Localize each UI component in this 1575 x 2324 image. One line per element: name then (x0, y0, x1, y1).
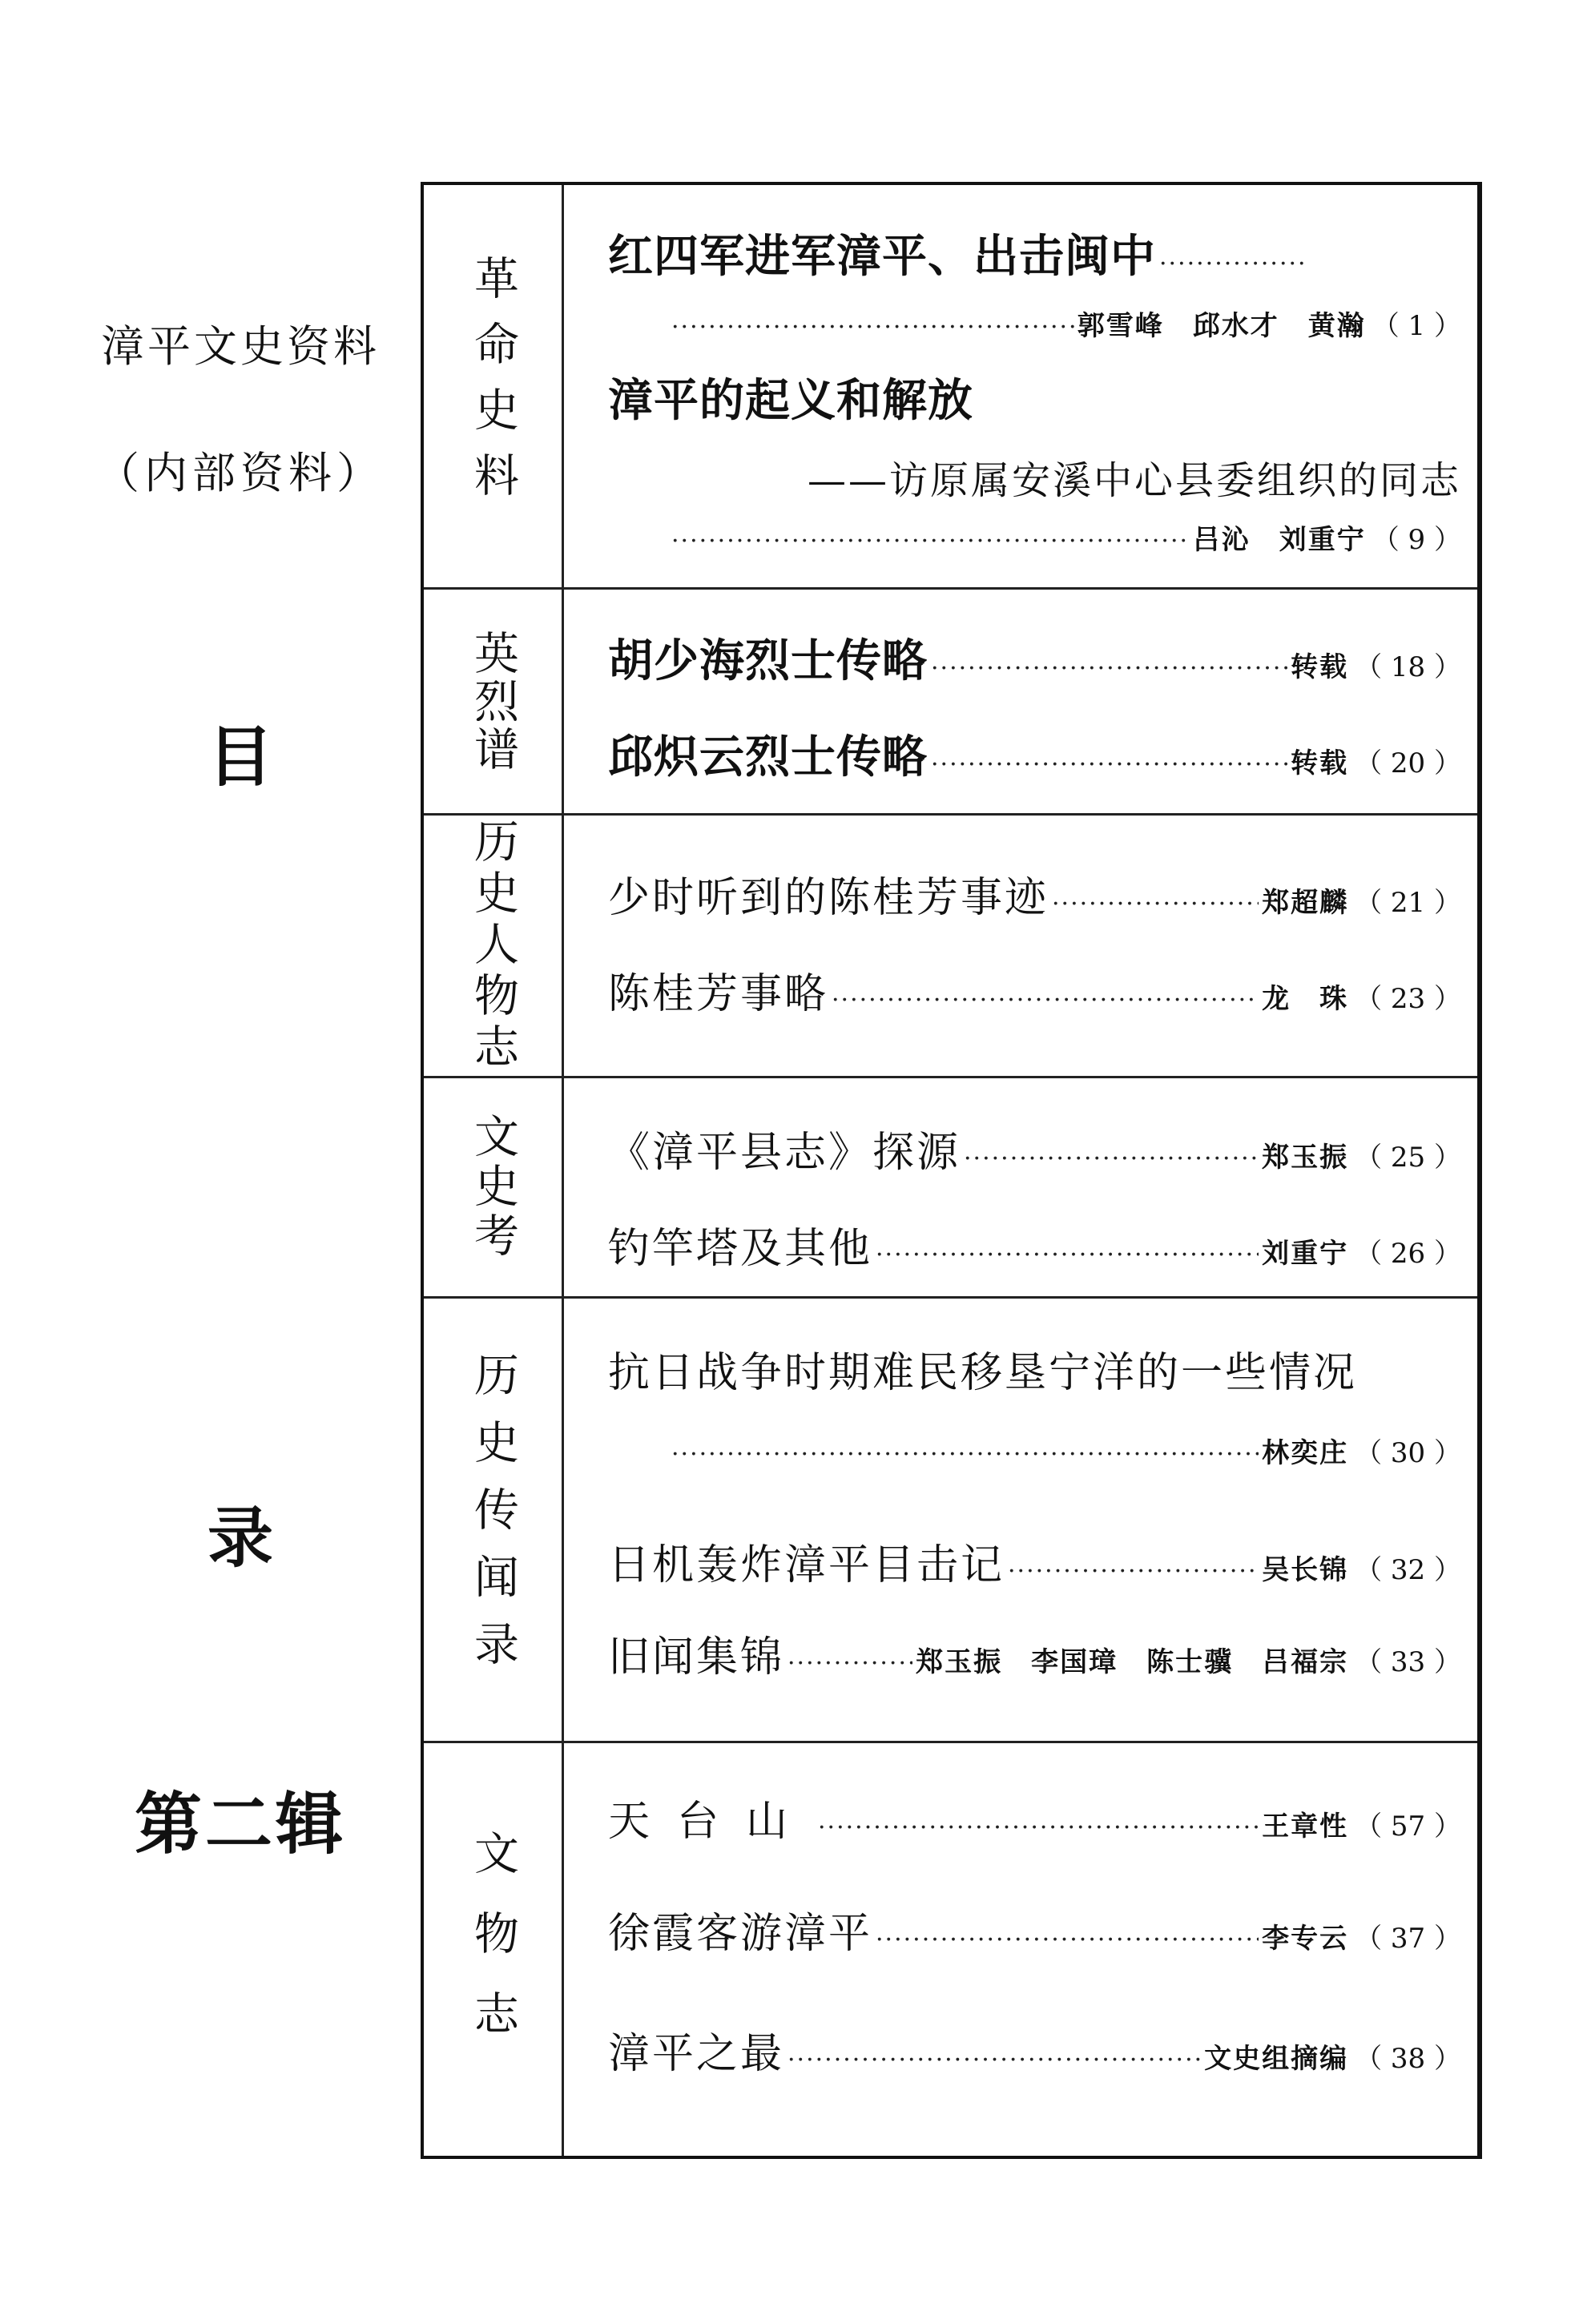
entry-page: （ 37 ） (1355, 1923, 1461, 1955)
leader-dots (876, 1926, 1259, 1954)
entry-author: 李专云 (1262, 1923, 1349, 1955)
entry-author: 文史组摘编 (1204, 2043, 1349, 2075)
entry-page: （ 30 ） (1355, 1437, 1461, 1469)
entry-title: 钓竿塔及其他 (608, 1225, 873, 1273)
toc-entry-byline (668, 1431, 1461, 1470)
entry-title: 胡少海烈士传略 (608, 635, 928, 687)
category-cell (424, 816, 564, 1076)
entry-title: 邱炽云烈士传略 (608, 731, 928, 783)
entry-page: （ 21 ） (1355, 887, 1461, 919)
category-label: 历史人物志 (467, 817, 519, 1074)
entry-page: （ 9 ） (1372, 524, 1461, 556)
entry-page: （ 38 ） (1355, 2043, 1461, 2075)
toc-entry[interactable] (608, 1787, 1461, 1847)
toc-entry[interactable] (608, 1339, 1461, 1399)
leader-dots (788, 2046, 1201, 2074)
entry-author: 转载 (1291, 651, 1349, 683)
entry-title: 徐霞客游漳平 (608, 1910, 873, 1958)
entry-page: （ 20 ） (1355, 747, 1461, 779)
leader-dots (876, 1241, 1259, 1269)
entry-author: 吕沁 刘重宁 (1192, 524, 1366, 556)
entry-author: 龙 珠 (1262, 983, 1349, 1015)
entry-page: （ 32 ） (1355, 1554, 1461, 1586)
entry-page: （ 23 ） (1355, 983, 1461, 1015)
entries-cell (564, 1743, 1477, 2156)
toc-entry[interactable] (608, 2020, 1461, 2080)
leader-dots (1008, 1557, 1259, 1585)
entry-author: 郑超麟 (1262, 887, 1349, 919)
issue-label: 第二辑 (134, 1785, 346, 1863)
toc-entry[interactable] (608, 1899, 1461, 1959)
toc-section-textual-research (424, 1078, 1477, 1299)
leader-dots (1052, 890, 1259, 918)
toc-entry[interactable] (608, 864, 1461, 924)
category-label: 历史传闻录 (467, 1351, 519, 1688)
toc-entry[interactable] (608, 221, 1461, 285)
leader-dots (1159, 250, 1303, 278)
entry-author: 吴长锦 (1262, 1554, 1349, 1586)
entry-author: 王章性 (1262, 1810, 1349, 1843)
leader-dots (832, 986, 1259, 1014)
entries-cell (564, 1078, 1477, 1296)
contents-title-char-1: 目 (207, 719, 273, 795)
toc-section-historical-figures (424, 816, 1477, 1078)
entries-cell (564, 1299, 1477, 1741)
entry-author: 郭雪峰 邱水才 黄瀚 (1077, 310, 1366, 342)
entry-title: 红四军进军漳平、出击闽中 (608, 231, 1156, 283)
category-label: 文物志 (467, 1829, 519, 2070)
toc-entry-byline (668, 304, 1461, 343)
entry-title: 少时听到的陈桂芳事迹 (608, 874, 1049, 922)
leader-dots (818, 1814, 1259, 1842)
entry-title: 《漳平县志》探源 (608, 1129, 961, 1177)
leader-dots (671, 1440, 1259, 1468)
category-label: 革命史料 (467, 255, 519, 518)
toc-entry[interactable] (608, 1118, 1461, 1178)
entry-title: 抗日战争时期难民移垦宁洋的一些情况 (608, 1349, 1358, 1397)
leader-dots (788, 1649, 912, 1678)
entries-cell (564, 590, 1477, 813)
entry-page: （ 25 ） (1355, 1142, 1461, 1174)
internal-note: （内部资料） (96, 448, 385, 498)
leader-dots (671, 313, 1074, 341)
entries-cell (564, 185, 1477, 587)
toc-entry[interactable] (608, 1214, 1461, 1275)
entry-page: （ 26 ） (1355, 1238, 1461, 1270)
entry-title: 旧闻集锦 (608, 1633, 785, 1682)
toc-entry[interactable] (608, 626, 1461, 690)
category-label: 英烈谱 (467, 629, 519, 774)
table-of-contents (421, 182, 1482, 2159)
entry-author: 郑玉振 李国璋 陈士骥 吕福宗 (916, 1646, 1349, 1678)
entry-author: 郑玉振 (1262, 1142, 1349, 1174)
entry-page: （ 18 ） (1355, 651, 1461, 683)
entry-title: 漳平之最 (608, 2030, 785, 2078)
entry-author: 转载 (1291, 747, 1349, 779)
entry-author: 刘重宁 (1262, 1238, 1349, 1270)
entry-page: （ 33 ） (1355, 1646, 1461, 1678)
toc-section-martyrs (424, 590, 1477, 816)
entries-cell (564, 816, 1477, 1076)
leader-dots (671, 527, 1190, 555)
leader-dots (931, 655, 1287, 683)
leader-dots (931, 751, 1287, 779)
toc-section-hearsay (424, 1299, 1477, 1743)
leader-dots (964, 1145, 1259, 1173)
toc-entry[interactable] (608, 1531, 1461, 1591)
toc-entry-byline (668, 518, 1461, 557)
entry-title: 日机轰炸漳平目击记 (608, 1541, 1005, 1589)
category-cell (424, 1743, 564, 2156)
entry-title: 天台山 (608, 1798, 816, 1846)
toc-section-cultural-relics (424, 1743, 1477, 2156)
series-title: 漳平文史资料 (101, 321, 380, 372)
entry-page: （ 1 ） (1372, 310, 1461, 342)
entry-title: 陈桂芳事略 (608, 970, 829, 1018)
toc-entry[interactable] (608, 365, 1461, 429)
entry-author: 林奕庄 (1262, 1437, 1349, 1469)
toc-entry[interactable] (608, 1623, 1461, 1683)
contents-title-char-2: 录 (207, 1500, 273, 1577)
entry-page: （ 57 ） (1355, 1810, 1461, 1843)
category-label: 文史考 (467, 1113, 519, 1262)
category-cell (424, 1078, 564, 1296)
category-cell (424, 590, 564, 813)
toc-entry[interactable] (608, 722, 1461, 786)
entry-subtitle: ——访原属安溪中心县委组织的同志 (807, 458, 1461, 503)
toc-entry[interactable] (608, 960, 1461, 1020)
category-cell (424, 1299, 564, 1741)
toc-section-revolution (424, 185, 1477, 590)
category-cell (424, 185, 564, 587)
entry-title: 漳平的起义和解放 (608, 375, 973, 427)
